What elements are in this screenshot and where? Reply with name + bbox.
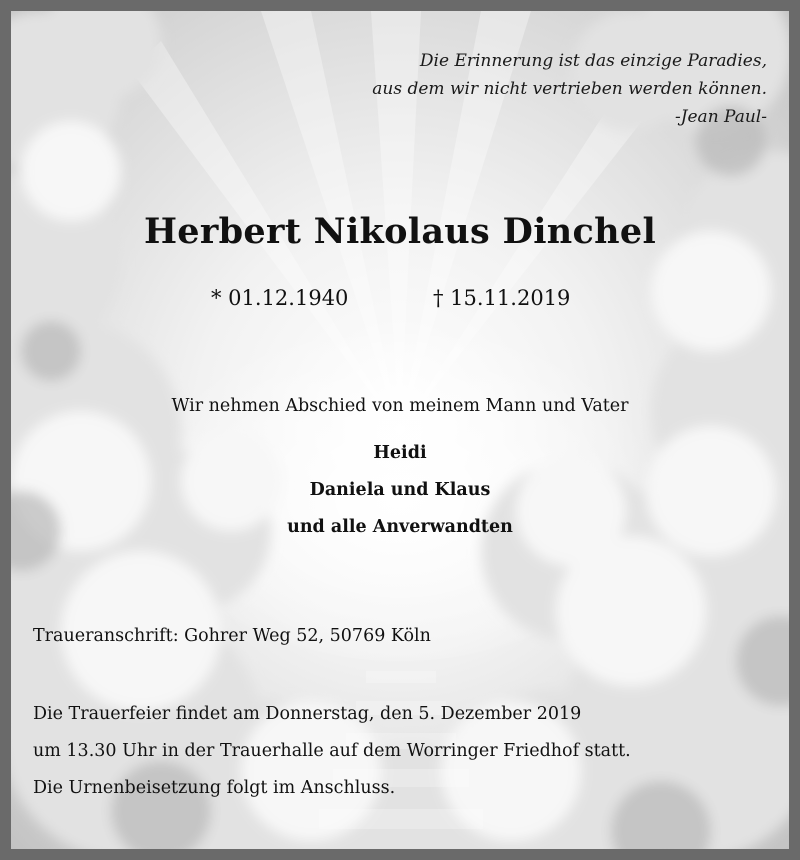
quote-block — [372, 47, 767, 131]
birth-date: * 01.12.1940 — [211, 286, 349, 310]
funeral-info-line: um 13.30 Uhr in der Trauerhalle auf dem Worringer Friedhof statt. — [33, 741, 631, 761]
funeral-info — [33, 696, 631, 807]
mourners-list — [11, 435, 789, 546]
mourner-name: und alle Anverwandten — [287, 517, 513, 537]
mourning-address: Traueranschrift: Gohrer Weg 52, 50769 Köln — [33, 626, 431, 646]
quote-line-1: Die Erinnerung ist das einzige Paradies, — [419, 51, 767, 71]
mourner-name: Heidi — [373, 443, 427, 463]
quote-line-2: aus dem wir nicht vertrieben werden können. — [372, 79, 767, 99]
funeral-info-line: Die Urnenbeisetzung folgt im Anschluss. — [33, 778, 396, 798]
quote-author: -Jean Paul- — [674, 107, 767, 127]
mourner-name: Daniela und Klaus — [309, 480, 491, 500]
deceased-name: Herbert Nikolaus Dinchel — [143, 211, 657, 252]
death-date: † 15.11.2019 — [433, 286, 571, 310]
farewell-text: Wir nehmen Abschied von meinem Mann und Vater — [171, 396, 629, 416]
funeral-info-line: Die Trauerfeier findet am Donnerstag, den 5. Dezember 2019 — [33, 704, 582, 724]
